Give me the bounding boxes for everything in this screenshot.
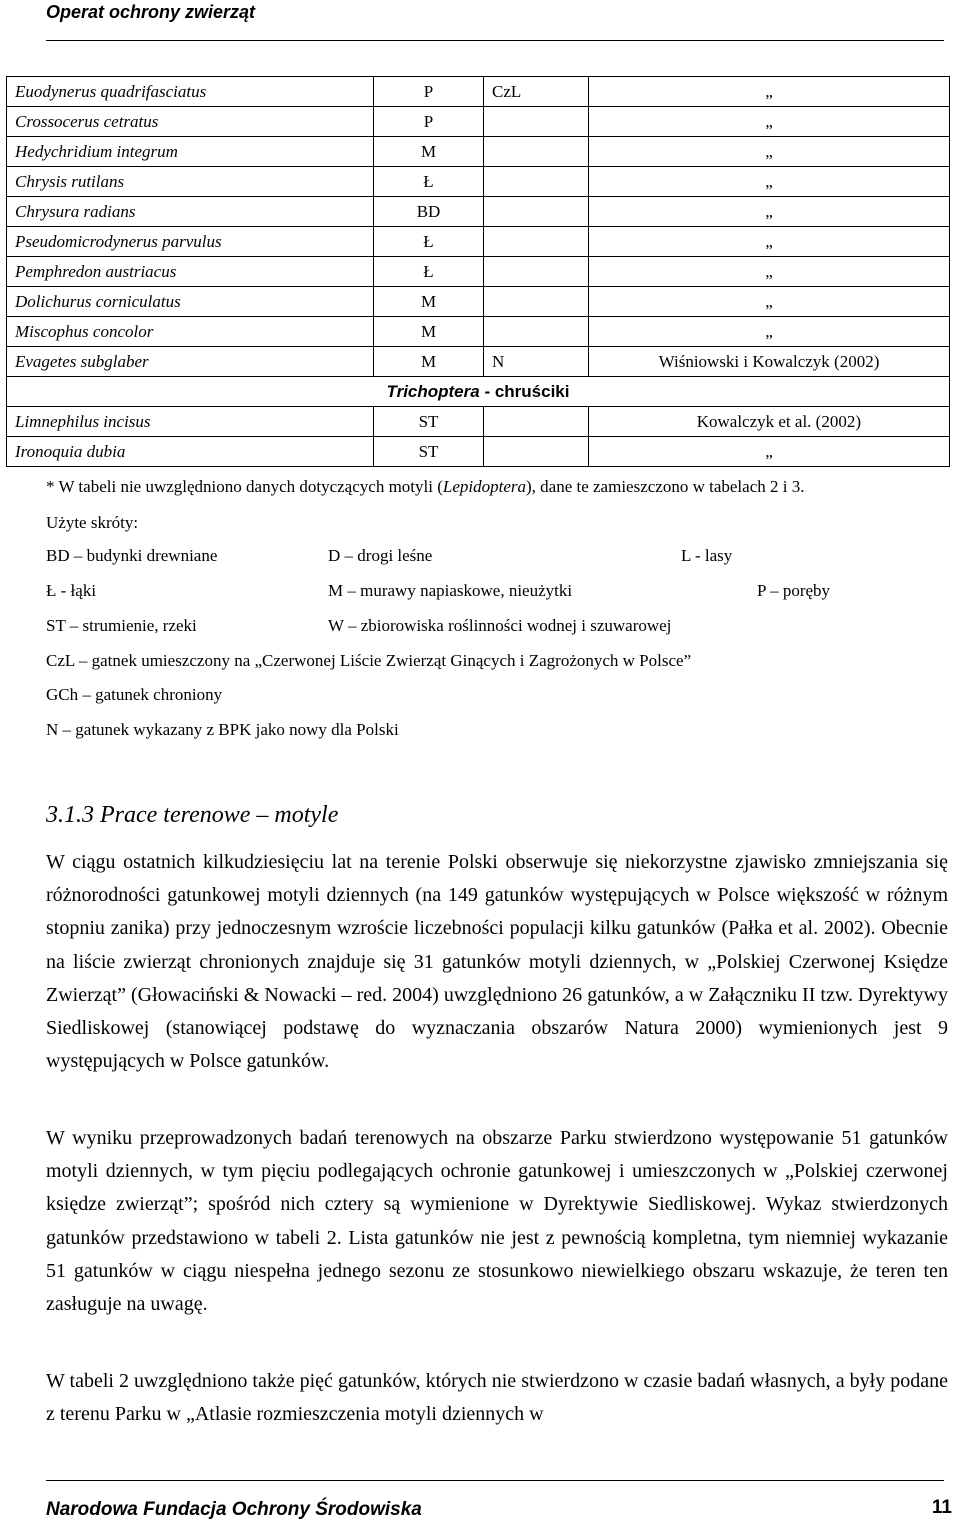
abbreviation-item: Ł - łąki xyxy=(46,581,97,600)
abbreviations-title: Użyte skróty: xyxy=(46,513,139,532)
habitat-cell: ST xyxy=(374,437,484,467)
table-group-row xyxy=(7,377,950,407)
abbreviation-item: N – gatunek wykazany z BPK jako nowy dla Polski xyxy=(46,720,399,739)
species-name: Pseudomicrodynerus parvulus xyxy=(7,227,374,257)
page-number: 11 xyxy=(931,1497,952,1518)
abbreviation-item: P – poręby xyxy=(757,581,831,600)
habitat-cell: M xyxy=(374,287,484,317)
abbreviation-item: ST – strumienie, rzeki xyxy=(46,616,197,635)
status-cell: CzL xyxy=(484,77,589,107)
source-cell: „ xyxy=(589,77,950,107)
species-name: Limnephilus incisus xyxy=(7,407,374,437)
group-name-latin: Trichoptera xyxy=(386,382,480,401)
source-cell: „ xyxy=(589,317,950,347)
section-heading: 3.1.3 Prace terenowe – motyle xyxy=(46,802,339,828)
group-name-polish: - chruściki xyxy=(479,382,570,401)
table-row xyxy=(7,287,950,317)
species-name: Chrysura radians xyxy=(7,197,374,227)
table-row xyxy=(7,407,950,437)
abbreviation-item: BD – budynki drewniane xyxy=(46,546,218,565)
body-paragraph: W wyniku przeprowadzonych badań terenowych na obszarze Parku stwierdzono występowanie 51 gatunków motyli dziennych, w tym pięciu podlegających ochronie gatunkowej i umieszczonych w „Polskiej czerwonej księdze zwierząt”; spośród nich cztery są wymienione w Dyrektywie Siedliskowej. Wykaz stwierdzonych gatunków przedstawiono w tabeli 2. Lista gatunków nie jest z pewnością kompletna, tym niemniej wykazanie 51 gatunków w ciągu niespełna jednego sezonu ze stosunkowo niewielkiego obszaru wskazuje, że teren ten zasługuje na uwagę. xyxy=(46,1127,948,1316)
habitat-cell: M xyxy=(374,347,484,377)
source-cell: Kowalczyk et al. (2002) xyxy=(589,407,950,437)
status-cell xyxy=(484,437,589,467)
status-cell xyxy=(484,197,589,227)
table-row xyxy=(7,227,950,257)
habitat-cell: Ł xyxy=(374,227,484,257)
species-name: Dolichurus corniculatus xyxy=(7,287,374,317)
table-row xyxy=(7,77,950,107)
species-name: Euodynerus quadrifasciatus xyxy=(7,77,374,107)
source-cell: „ xyxy=(589,197,950,227)
habitat-cell: BD xyxy=(374,197,484,227)
status-cell xyxy=(484,317,589,347)
status-cell xyxy=(484,107,589,137)
abbreviation-item: CzL – gatnek umieszczony na „Czerwonej Liście Zwierząt Ginących i Zagrożonych w Polsce” xyxy=(46,651,692,670)
status-cell xyxy=(484,137,589,167)
table-row xyxy=(7,257,950,287)
footnote-prefix: * W tabeli nie uwzględniono danych dotyczących motyli ( xyxy=(46,477,443,496)
habitat-cell: P xyxy=(374,77,484,107)
footnote-suffix: ), dane te zamieszczono w tabelach 2 i 3. xyxy=(525,477,805,496)
habitat-cell: Ł xyxy=(374,257,484,287)
table-row xyxy=(7,167,950,197)
source-cell: „ xyxy=(589,137,950,167)
species-name: Evagetes subglaber xyxy=(7,347,374,377)
habitat-cell: M xyxy=(374,317,484,347)
table-row xyxy=(7,107,950,137)
status-cell xyxy=(484,257,589,287)
status-cell xyxy=(484,287,589,317)
habitat-cell: M xyxy=(374,137,484,167)
table-footnote xyxy=(46,476,804,498)
table-row xyxy=(7,437,950,467)
table-row xyxy=(7,137,950,167)
source-cell: „ xyxy=(589,167,950,197)
status-cell xyxy=(484,227,589,257)
species-name: Chrysis rutilans xyxy=(7,167,374,197)
species-name: Pemphredon austriacus xyxy=(7,257,374,287)
status-cell xyxy=(484,407,589,437)
source-cell: „ xyxy=(589,257,950,287)
habitat-cell: P xyxy=(374,107,484,137)
status-cell: N xyxy=(484,347,589,377)
abbreviation-item: GCh – gatunek chroniony xyxy=(46,685,223,704)
species-name: Hedychridium integrum xyxy=(7,137,374,167)
group-header xyxy=(7,377,950,407)
source-cell: „ xyxy=(589,287,950,317)
status-cell xyxy=(484,167,589,197)
habitat-cell: Ł xyxy=(374,167,484,197)
header-rule xyxy=(46,40,944,41)
source-cell: „ xyxy=(589,227,950,257)
footnote-italic: Lepidoptera xyxy=(442,477,526,496)
body-paragraph: W ciągu ostatnich kilkudziesięciu lat na terenie Polski obserwuje się niekorzystne zjawisko zmniejszania się różnorodności gatunkowej motyli dziennych (na 149 gatunków występujących w Polsce większość w różnym stopniu zanika) przy jednoczesnym wzroście liczebności populacji kilku gatunków (Pałka et al. 2002). Obecnie na liście zwierząt chronionych znajduje się 31 gatunków motyli dziennych, w „Polskiej Czerwonej Księdze Zwierząt” (Głowaciński & Nowacki – red. 2004) uwzględniono 26 gatunków, a w Załączniku II tzw. Dyrektywy Siedliskowej (stanowiącej podstawę do wyznaczania obszarów Natura 2000) wymienionych jest 9 występujących w Polsce gatunków. xyxy=(46,851,948,1073)
running-header: Operat ochrony zwierząt xyxy=(46,2,256,22)
source-cell: „ xyxy=(589,437,950,467)
table-row xyxy=(7,347,950,377)
species-name: Ironoquia dubia xyxy=(7,437,374,467)
footer-rule xyxy=(46,1480,944,1481)
footer-organization: Narodowa Fundacja Ochrony Środowiska xyxy=(46,1499,422,1520)
species-name: Crossocerus cetratus xyxy=(7,107,374,137)
species-table xyxy=(6,76,950,467)
abbreviation-item: L - lasy xyxy=(681,546,733,565)
species-name: Miscophus concolor xyxy=(7,317,374,347)
body-paragraph: W tabeli 2 uwzględniono także pięć gatunków, których nie stwierdzono w czasie badań własnych, a były podane z terenu Parku w „Atlasie rozmieszczenia motyli dziennych w xyxy=(46,1370,948,1426)
abbreviation-item: M – murawy napiaskowe, nieużytki xyxy=(328,581,573,600)
source-cell: Wiśniowski i Kowalczyk (2002) xyxy=(589,347,950,377)
table-row xyxy=(7,197,950,227)
source-cell: „ xyxy=(589,107,950,137)
table-row xyxy=(7,317,950,347)
abbreviation-item: D – drogi leśne xyxy=(328,546,433,565)
abbreviation-item: W – zbiorowiska roślinności wodnej i szuwarowej xyxy=(328,616,672,635)
habitat-cell: ST xyxy=(374,407,484,437)
